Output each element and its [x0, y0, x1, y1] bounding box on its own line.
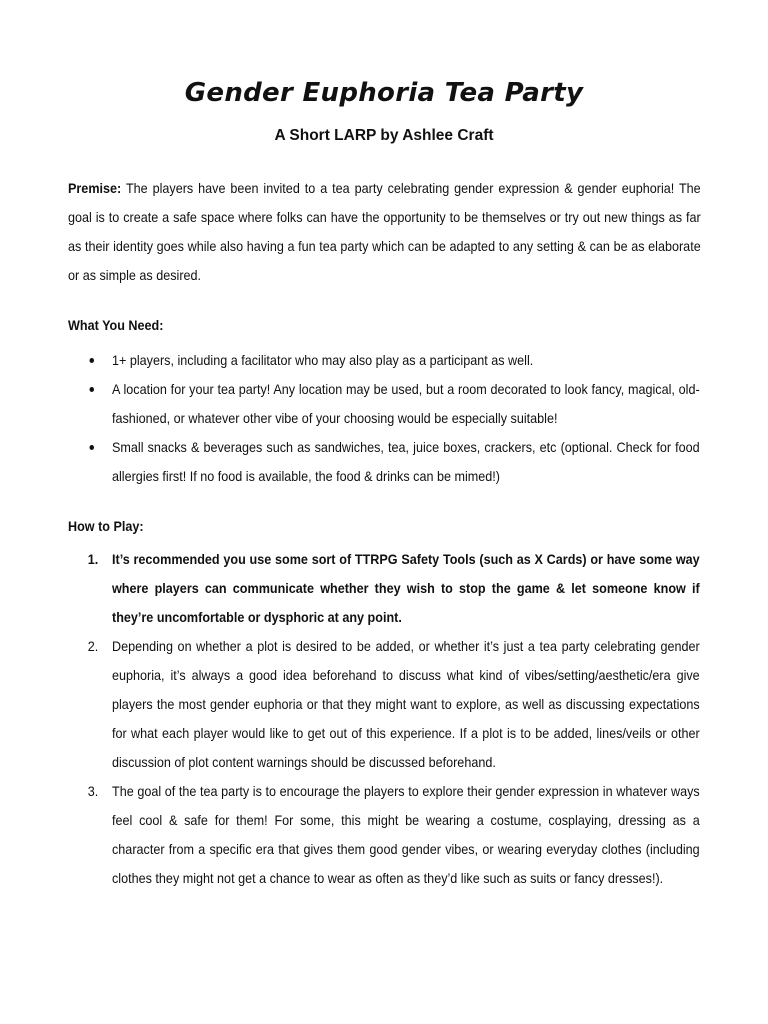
what-you-need-heading: What You Need: — [68, 317, 164, 333]
how-to-play-heading: How to Play: — [68, 518, 144, 534]
list-item-text: The goal of the tea party is to encourage the players to explore their gender expression in whatever ways feel cool & safe for them! For some, this might be wearing a costume, cosplaying, dressing as a character from a specific era that gives them good gender vibes, or wearing everyday clothes (including clothes they might not get a chance to wear as often as they’d like such as suits or fancy dresses!). — [112, 783, 700, 886]
list-item-number: 3. — [87, 783, 99, 799]
bullet-icon — [90, 445, 95, 450]
list-item-number: 2. — [87, 638, 99, 654]
list-item-text: A location for your tea party! Any location may be used, but a room decorated to look fancy, magical, old-fashioned, or whatever other vibe of your choosing would be especially suitable! — [112, 381, 700, 426]
list-item-text: Depending on whether a plot is desired to be added, or whether it’s just a tea party celebrating gender euphoria, it’s always a good idea beforehand to discuss what kind of vibes/setting/aesthetic/era give players the most gender euphoria or that they might want to explore, as well as discussing expectations for what each player would like to get out of this experience. If a plot is to be added, lines/veils or other discussion of plot content warnings should be discussed beforehand. — [112, 638, 700, 770]
what-you-need-list — [112, 346, 700, 491]
how-to-play-list — [87, 545, 700, 893]
list-item — [87, 632, 700, 777]
list-item-text: It’s recommended you use some sort of TTRPG Safety Tools (such as X Cards) or have some way where players can communicate whether they wish to stop the game & let someone know if they’re uncomfortable or dysphoric at any point. — [112, 551, 700, 625]
premise-text: The players have been invited to a tea party celebrating gender expression & gender euphoria! The goal is to create a safe space where folks can have the opportunity to be themselves or try out new things as far as their identity goes while also having a fun tea party which can be adapted to any setting & can be as elaborate or as simple as desired. — [68, 180, 701, 283]
premise-paragraph — [68, 174, 701, 290]
list-item-number: 1. — [87, 551, 99, 567]
list-item — [112, 346, 700, 375]
premise-label: Premise: — [68, 180, 122, 196]
bullet-icon — [90, 358, 95, 363]
list-item — [87, 777, 700, 893]
list-item-text: 1+ players, including a facilitator who may also play as a participant as well. — [112, 352, 534, 368]
list-item — [112, 433, 700, 491]
list-item-text: Small snacks & beverages such as sandwiches, tea, juice boxes, crackers, etc (optional. Check for food allergies first! If no food is available, the food & drinks can be mimed!) — [112, 439, 700, 484]
list-item — [87, 545, 700, 632]
bullet-icon — [90, 387, 95, 392]
document-subtitle: A Short LARP by Ashlee Craft — [274, 127, 494, 144]
list-item — [112, 375, 700, 433]
document-title: Gender Euphoria Tea Party — [184, 78, 584, 108]
